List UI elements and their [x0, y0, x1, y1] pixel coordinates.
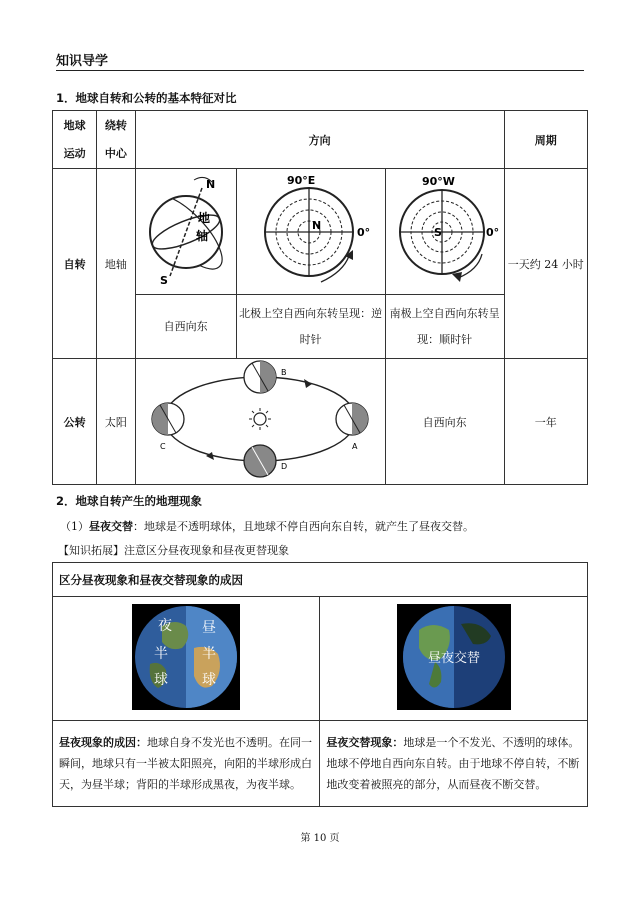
north-meridian-label: 90°E: [286, 174, 315, 187]
day-label: 昼: [202, 620, 217, 636]
revolution-period: 一年: [504, 359, 587, 485]
page-number: 第 10 页: [300, 833, 340, 844]
section-2-item-1: （1）昼夜交替：地球是不透明球体，且地球不停自西向东自转，就产生了昼夜交替。: [60, 520, 474, 533]
rotation-south-diagram: [385, 169, 504, 295]
earth-position-b: [244, 361, 276, 393]
page-header-title: 知识导学: [56, 54, 109, 69]
night-label: 夜: [158, 618, 173, 634]
day-half-label: 半: [202, 646, 217, 662]
revolution-name: 公转: [53, 359, 97, 485]
rotation-direction-south: 南极上空自西向东转呈现：顺时针: [385, 295, 504, 359]
globe-north-label: N: [205, 178, 215, 191]
header-period: 周期: [504, 111, 587, 169]
rotation-globe-diagram: [135, 169, 236, 295]
south-pole-label: S: [433, 226, 442, 239]
rotation-center: 地轴: [97, 169, 135, 359]
day-night-alternation-image: [397, 604, 511, 710]
south-pole-diagram: [386, 170, 504, 290]
night-half-label: 半: [154, 646, 169, 662]
night-hemisphere-label: 球: [154, 672, 169, 688]
section-2-title: 2．地球自转产生的地理现象: [56, 494, 203, 508]
rotation-north-diagram: [236, 169, 385, 295]
orbit-label-d: D: [281, 462, 288, 471]
orbit-label-b: B: [281, 368, 287, 377]
orbit-label-c: C: [160, 442, 166, 451]
globe-south-label: S: [159, 274, 168, 287]
globe-axis-label-2: 轴: [195, 229, 208, 243]
header-direction: 方向: [135, 111, 504, 169]
earth-position-d: [244, 445, 276, 477]
globe-axis-diagram: [136, 170, 236, 290]
globe-axis-label-1: 地: [197, 211, 210, 225]
earth-position-a: [336, 403, 368, 435]
sun-icon: [249, 408, 271, 430]
alternation-label: 昼夜交替: [427, 651, 480, 666]
day-night-alternation-text: 昼夜交替现象：地球是一个不发光、不透明的球体。地球不停地自西向东自转。由于地球不停自转，不断地改变着被照亮的部分，从而昼夜不断交替。: [320, 721, 588, 807]
day-night-image-cell: [53, 597, 320, 721]
rotation-direction-north: 北极上空自西向东转呈现：逆时针: [236, 295, 385, 359]
rotation-direction-general: 自西向东: [135, 295, 236, 359]
earth-position-c: [152, 403, 184, 435]
north-pole-label: N: [311, 219, 321, 232]
day-hemisphere-label: 球: [202, 672, 217, 688]
day-night-table: [52, 562, 588, 807]
south-meridian-label: 90°W: [421, 175, 455, 188]
revolution-center: 太阳: [97, 359, 135, 485]
rotation-revolution-table: [52, 110, 588, 485]
revolution-direction: 自西向东: [385, 359, 504, 485]
header-divider: [56, 70, 584, 71]
north-pole-diagram: [237, 170, 385, 290]
rotation-name: 自转: [53, 169, 97, 359]
day-night-cause-text: 昼夜现象的成因：地球自身不发光也不透明。在同一瞬间，地球只有一半被太阳照亮，向阳的半球形成白天，为昼半球；背阳的半球形成黑夜，为夜半球。: [53, 721, 320, 807]
header-motion: 地球 运动: [53, 111, 97, 169]
south-zero-label: 0°: [485, 226, 499, 239]
orbit-diagram: [136, 359, 384, 481]
knowledge-extension: 【知识拓展】注意区分昼夜现象和昼夜更替现象: [58, 544, 289, 557]
section-1-title: 1．地球自转和公转的基本特征对比: [56, 91, 237, 105]
day-night-alternation-image-cell: [320, 597, 588, 721]
north-zero-label: 0°: [356, 226, 370, 239]
day-night-table-title: 区分昼夜现象和昼夜交替现象的成因: [53, 563, 588, 597]
header-center: 绕转 中心: [97, 111, 135, 169]
orbit-label-a: A: [352, 442, 358, 451]
day-night-hemisphere-image: [132, 604, 240, 710]
revolution-orbit-diagram: [135, 359, 385, 485]
rotation-period: 一天约 24 小时: [504, 169, 587, 359]
